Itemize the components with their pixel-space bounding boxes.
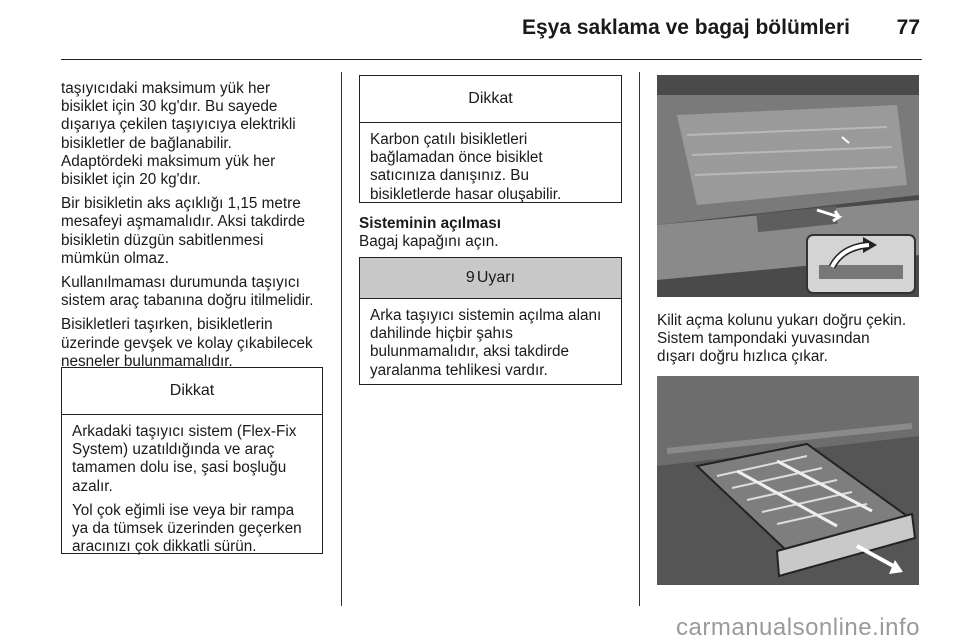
figure-caption: Kilit açma kolunu yukarı doğru çekin. Sistem tampondaki yuvasından dışarı doğru hızlıca çıkar.	[657, 312, 907, 366]
page-title: Eşya saklama ve bagaj bölümleri	[521, 16, 850, 39]
caution-body: Karbon çatılı bisikletleri bağlamadan önce bisiklet satıcınıza danışınız. Bu bisikletlerde hasar oluşabilir.	[370, 131, 562, 203]
column-1	[61, 80, 329, 377]
caution-title: Dikkat	[360, 76, 621, 123]
figure-release-lever	[657, 75, 919, 297]
warning-box	[359, 257, 622, 385]
caution-box-carbon-frame	[359, 75, 622, 203]
paragraph-axle-distance: Bir bisikletin aks açıklığı 1,15 metre mesafeyi aşmamalıdır. Aksi takdirde bisikletin düzgün sabitlenmesi mümkün olmaz.	[61, 195, 305, 267]
warning-header	[360, 258, 621, 299]
paragraph-max-load: taşıyıcıdaki maksimum yük her bisiklet için 30 kg'dır. Bu sayede dışarıya çekilen taşıyıcıya elektrikli bisikletler de bağlanabilir. Adaptördeki maksimum yük her bisiklet için 20 kg'dır.	[61, 80, 296, 189]
warning-icon: 9	[465, 269, 475, 286]
figure-carrier-extended	[657, 376, 919, 585]
page-header	[0, 0, 960, 62]
instruction-text: Bagaj kapağını açın.	[359, 233, 499, 251]
paragraph-loose-objects: Bisikletleri taşırken, bisikletlerin üzerinde gevşek ve kolay çıkabilecek nesneler bulunmamalıdır.	[61, 316, 313, 370]
column-divider-2	[639, 72, 640, 606]
caution-box-ground-clearance	[61, 367, 323, 554]
section-subheading: Sisteminin açılması	[359, 215, 501, 232]
paragraph-not-in-use: Kullanılmaması durumunda taşıyıcı sistem araç tabanına doğru itilmelidir.	[61, 274, 314, 310]
column-divider-1	[341, 72, 342, 606]
warning-body: Arka taşıyıcı sistemin açılma alanı dahilinde hiçbir şahıs bulunmamalıdır, aksi takdirde yaralanma tehlikesi vardır.	[370, 307, 602, 379]
watermark: carmanualsonline.info	[676, 614, 920, 641]
caution-body: Arkadaki taşıyıcı sistem (Flex-Fix System) uzatıldığında ve araç tamamen dolu ise, şasi boşluğu azalır. Yol çok eğimli ise veya bir rampa ya da tümsek üzerinden geçerken aracınızı çok dikkatli sürün.	[72, 423, 302, 556]
warning-title: Uyarı	[476, 269, 516, 286]
caution-title: Dikkat	[62, 368, 322, 415]
release-lever-illustration	[657, 75, 919, 297]
opening-section	[359, 215, 627, 251]
carrier-extended-illustration	[657, 376, 919, 585]
header-rule	[61, 59, 922, 60]
page-number: 77	[896, 16, 920, 39]
